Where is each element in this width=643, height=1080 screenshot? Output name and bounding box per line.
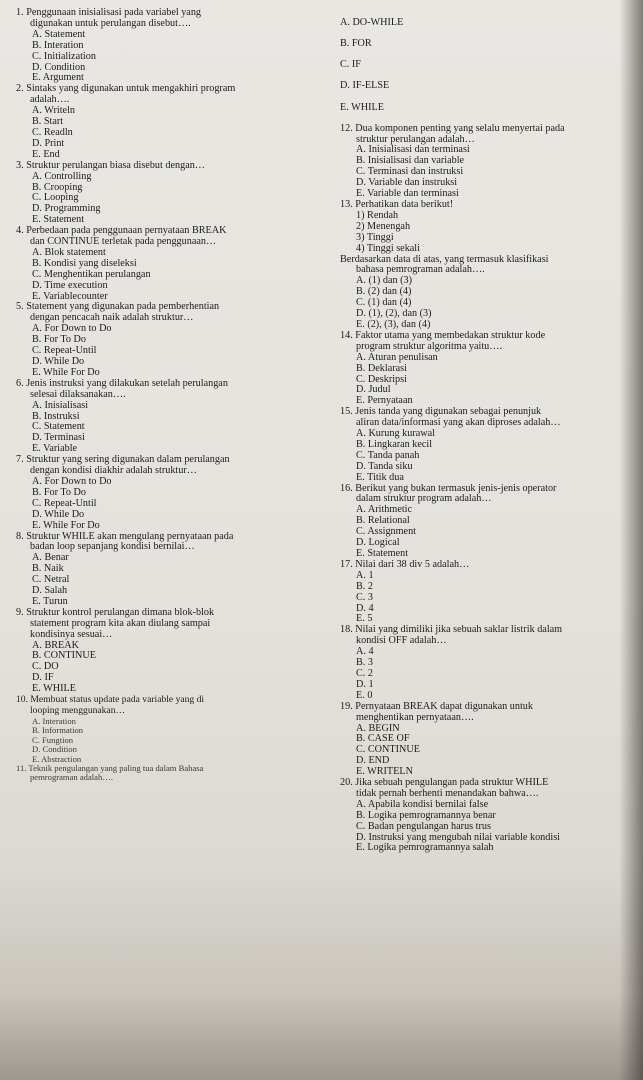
answer-option: B. CONTINUE [32,650,96,662]
answer-option: E. Abstraction [32,753,82,764]
left-question-11 [16,764,338,783]
question-stem: 12. Dua komponen penting yang selalu menyertai pada struktur perulangan adalah… [340,122,565,145]
answer-option: A. Kurung kurawal [356,428,435,440]
answer-option: C. 2 [356,667,373,679]
question-stem: 2. Sintaks yang digunakan untuk mengakhiri program adalah…. [16,83,236,106]
right-column [340,8,632,854]
answer-option: C. DO [32,661,59,673]
answer-option: A. Arithmetic [356,504,413,516]
answer-option: C. Repeat-Until [32,345,97,357]
answer-option: B. CASE OF [356,733,410,745]
answer-option: A. Statement [32,28,86,40]
answer-option: E. Variable [32,443,78,455]
answer-option: A. 4 [356,646,374,658]
answer-option: 3) Tinggi [356,231,394,243]
right-question-2 [340,200,632,331]
answer-option: B. FOR [340,38,372,50]
answer-option: E. Turun [32,595,68,607]
page-edge-shadow [619,0,643,1080]
answer-option: E. Statement [356,548,409,559]
answer-option: B. For To Do [32,334,87,346]
answer-option: D. IF [32,672,54,684]
answer-option: A. 1 [356,569,374,581]
answer-option: D. Programming [32,203,101,215]
right-question-1 [340,124,632,200]
answer-option: E. While For Do [32,519,100,531]
question-stem: 18. Nilai yang dimiliki jika sebuah saklar listrik dalam kondisi OFF adalah… [340,624,563,647]
question-stem: 10. Membuat status update pada variable yang di looping menggunakan… [16,694,205,716]
answer-option: A. BEGIN [356,722,400,734]
answer-option: E. Variablecounter [32,290,108,302]
answer-option: D. IF-ELSE [340,80,390,92]
answer-option: D. Logical [356,537,400,549]
answer-option: A. Blok statement [32,246,106,258]
answer-option: E. Logika pemrogramannya salah [356,842,494,854]
answer-option: D. While Do [32,356,85,367]
question-stem: 19. Pernyataan BREAK dapat digunakan untuk menghentikan pernyataan…. [340,700,533,723]
answer-option: C. 3 [356,591,373,603]
answer-option: E. 5 [356,613,373,625]
answer-option: C. Fungtion [32,734,74,745]
left-question-5 [16,302,338,378]
answer-option: C. Initialization [32,50,96,62]
left-question-10 [16,695,338,764]
answer-option: C. Terminasi dan instruksi [356,166,464,178]
left-question-1 [16,8,338,84]
answer-option: B. Instruksi [32,410,80,422]
right-question-4 [340,407,632,483]
question-stem: 20. Jika sebuah pengulangan pada struktur WHILE tidak pernah berhenti menandakan bahwa…. [340,777,549,799]
answer-option: E. WHILE [340,101,384,113]
answer-option: D. Terminasi [32,432,85,444]
answer-option: D. Salah [32,585,68,597]
question-stem: 11. Teknik pengulangan yang paling tua dalam Bahasa pemrograman adalah…. [16,762,204,783]
question-stem: 16. Berikut yang bukan termasuk jenis-jenis operator dalam struktur program adalah… [340,482,557,505]
answer-option: B. For To Do [32,486,87,498]
answer-option: A. DO-WHILE [340,17,404,29]
question-stem: 9. Struktur kontrol perulangan dimana blok-blok statement program kita akan diulang sampai kondisinya sesuai… [16,606,215,640]
answer-option: C. Assignment [356,526,417,538]
left-column [16,8,338,783]
answer-option: D. 1 [356,678,374,690]
answer-option: C. IF [340,59,361,71]
answer-option: E. 0 [356,689,373,701]
question-stem: 6. Jenis instruksi yang dilakukan setelah perulangan selesai dilaksanakan…. [16,377,228,400]
answer-option: D. Time execution [32,279,108,291]
left-question-8 [16,532,338,608]
answer-option: A. Benar [32,552,69,564]
answer-option: E. End [32,148,60,160]
answer-option: B. Start [32,116,64,128]
answer-option: B. (2) dan (4) [356,286,412,298]
question-stem: 13. Perhatikan data berikut! [340,199,454,210]
answer-option: C. Menghentikan perulangan [32,268,151,280]
answer-option: D. Condition [32,744,77,755]
answer-option: D. END [356,755,390,767]
answer-option: D. Instruksi yang mengubah nilai variable kondisi [356,831,560,843]
left-question-6 [16,379,338,455]
answer-option: 1) Rendah [356,209,399,221]
answer-option: A. Controlling [32,170,92,182]
question-stem: 14. Faktor utama yang membedakan struktur kode program struktur algoritma yaitu…. [340,329,546,352]
right-question-3 [340,331,632,407]
answer-option: B. Lingkaran kecil [356,438,433,450]
answer-option: D. Variable dan instruksi [356,177,458,189]
answer-option: B. Kondisi yang diseleksi [32,257,137,269]
question-stem: 5. Statement yang digunakan pada pemberhentian dengan pencacah naik adalah struktur… [16,301,220,324]
answer-option: C. (1) dan (4) [356,297,412,309]
question-stem: 15. Jenis tanda yang digunakan sebagai penunjuk aliran data/informasi yang akan diproses adalah… [340,406,561,429]
question-continuation: Berdasarkan data di atas, yang termasuk klasifikasi bahasa pemrograman adalah…. [340,253,549,276]
answer-option: E. WRITELN [356,766,413,778]
left-question-9 [16,608,338,695]
answer-option: E. (2), (3), dan (4) [356,318,431,330]
right-question-8 [340,702,632,778]
answer-option: C. Badan pengulangan harus trus [356,820,491,832]
answer-option: A. Aturan penulisan [356,351,438,363]
answer-option: A. Writeln [32,105,75,117]
answer-option: E. Statement [32,214,85,226]
answer-option: D. Print [32,137,65,149]
answer-option: D. Tanda siku [356,460,413,472]
right-question-6 [340,560,632,625]
answer-option: B. Crooping [32,181,83,193]
answer-option: C. Tanda panah [356,449,420,461]
q11-options [340,18,632,113]
left-question-3 [16,161,338,226]
right-question-7 [340,625,632,701]
answer-option: E. While For Do [32,366,100,378]
left-question-2 [16,84,338,160]
answer-option: C. CONTINUE [356,744,420,756]
answer-option: D. While Do [32,508,85,520]
answer-option: B. Deklarasi [356,362,407,374]
answer-option: B. 3 [356,657,373,669]
answer-option: A. BREAK [32,639,79,651]
answer-option: D. 4 [356,602,374,614]
answer-option: C. Netral [32,574,70,586]
answer-option: B. Logika pemrogramannya benar [356,809,496,821]
answer-option: B. Naik [32,563,64,575]
answer-option: A. Interation [32,715,76,726]
answer-option: A. Inisialisasi dan terminasi [356,144,470,156]
question-stem: 3. Struktur perulangan biasa disebut dengan… [16,159,205,171]
answer-option: C. Statement [32,421,85,433]
answer-option: A. (1) dan (3) [356,275,413,287]
answer-option: C. Repeat-Until [32,497,97,509]
answer-option: C. Deskripsi [356,373,407,385]
answer-option: A. Apabila kondisi bernilai false [356,798,489,810]
answer-option: A. For Down to Do [32,323,112,335]
left-question-7 [16,455,338,531]
answer-option: D. (1), (2), dan (3) [356,308,432,320]
answer-option: E. Variable dan terminasi [356,188,459,200]
answer-option: D. Judul [356,384,391,396]
question-stem: 7. Struktur yang sering digunakan dalam perulangan dengan kondisi diakhir adalah struktur… [16,454,230,477]
answer-option: 4) Tinggi sekali [356,242,420,254]
answer-option: E. WHILE [32,683,76,695]
right-question-5 [340,484,632,560]
answer-option: B. Relational [356,515,410,527]
answer-option: E. Titik dua [356,471,404,483]
question-stem: 1. Penggunaan inisialisasi pada variabel yang digunakan untuk perulangan disebut…. [16,7,202,29]
answer-option: B. Interation [32,39,84,51]
answer-option: D. Condition [32,61,86,73]
answer-option: B. Information [32,725,84,736]
left-question-4 [16,226,338,302]
answer-option: B. Inisialisasi dan variable [356,155,465,167]
right-question-9 [340,778,632,854]
answer-option: C. Looping [32,192,79,204]
answer-option: E. Argument [32,72,84,84]
question-stem: 8. Struktur WHILE akan mengulang pernyataan pada badan loop sepanjang kondisi bernilai… [16,530,234,553]
question-stem: 4. Perbedaan pada penggunaan pernyataan BREAK dan CONTINUE terletak pada penggunaan… [16,225,227,248]
answer-option: A. Inisialisasi [32,399,89,411]
answer-option: A. For Down to Do [32,475,112,487]
answer-option: 2) Menengah [356,220,411,232]
answer-option: C. Readln [32,126,73,138]
answer-option: E. Pernyataan [356,395,413,407]
answer-option: B. 2 [356,580,373,592]
question-stem: 17. Nilai dari 38 div 5 adalah… [340,558,470,570]
